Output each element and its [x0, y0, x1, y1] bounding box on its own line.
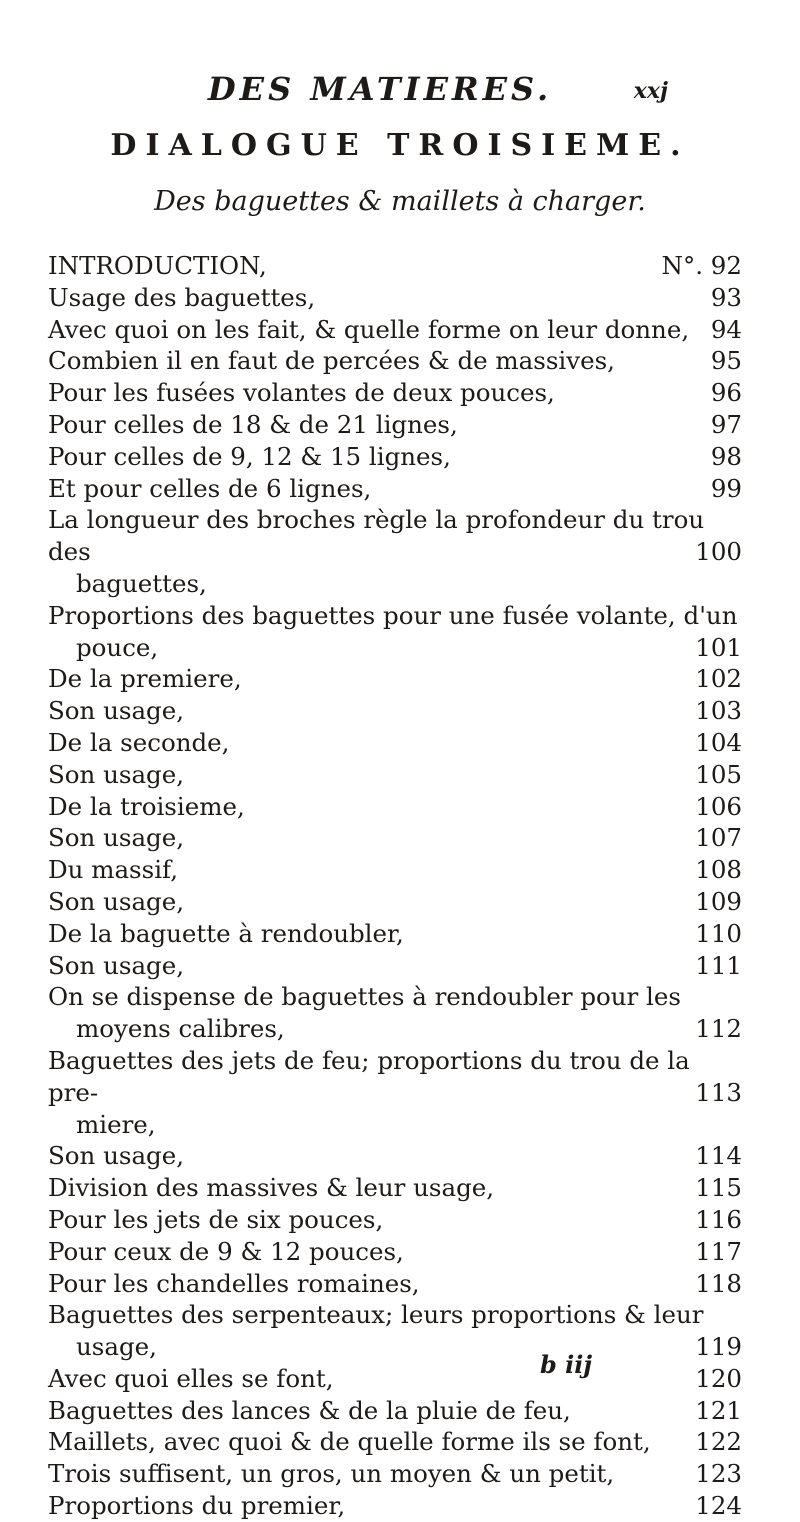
toc-entry-text: Avec quoi elles se font, — [48, 1363, 334, 1393]
toc-entry — [48, 504, 742, 599]
section-subtitle: Des baguettes & maillets à charger. — [154, 186, 646, 217]
toc-entry — [48, 600, 742, 664]
toc-entry-text: Pour les jets de six pouces, — [48, 1204, 384, 1234]
toc-entry-number: 107 — [695, 823, 742, 853]
toc-entry-number: 112 — [695, 1014, 742, 1044]
toc-entry-number: 94 — [710, 314, 742, 344]
toc-entry-number: 109 — [695, 886, 742, 916]
toc-entry — [48, 695, 742, 727]
toc-entry-text: Pour les chandelles romaines, — [48, 1268, 420, 1298]
toc-entry — [48, 950, 742, 982]
toc-entry — [48, 1268, 742, 1300]
toc-entry-text: Baguettes des lances & de la pluie de feu, — [48, 1395, 571, 1425]
toc-entry-text: Pour celles de 9, 12 & 15 lignes, — [48, 441, 451, 471]
toc-entry-number: 111 — [695, 950, 742, 980]
toc-entry-text: Son usage, — [48, 823, 185, 853]
toc-entry — [48, 1172, 742, 1204]
toc-entry-number: 106 — [695, 791, 742, 821]
toc-entry-text: Et pour celles de 6 lignes, — [48, 473, 372, 503]
toc-entry — [48, 1458, 742, 1490]
toc-entry-text: Du massif, — [48, 855, 179, 885]
toc-entry — [48, 250, 742, 282]
toc-entry-text: Proportions des baguettes pour une fusée volante, d'un — [48, 600, 738, 630]
toc-entry-text: Son usage, — [48, 950, 185, 980]
toc-entry — [48, 663, 742, 695]
running-head — [0, 70, 800, 110]
toc-entry-number: 99 — [710, 473, 742, 503]
toc-entry — [48, 409, 742, 441]
toc-entry-number: 97 — [710, 409, 742, 439]
toc-entry-text: INTRODUCTION, — [48, 251, 267, 280]
printer-signature: b iij — [540, 1350, 593, 1379]
toc-entry — [48, 441, 742, 473]
toc-entry — [48, 854, 742, 886]
toc-entry-text: De la troisieme, — [48, 791, 245, 821]
toc-entry-number: 122 — [695, 1427, 742, 1457]
toc-entry-number: 123 — [695, 1459, 742, 1489]
toc-entry-text: Pour les fusées volantes de deux pouces, — [48, 378, 555, 408]
toc-entry-text: Usage des baguettes, — [48, 282, 316, 312]
toc-entry — [48, 791, 742, 823]
toc-entry-text: Son usage, — [48, 886, 185, 916]
toc-entry — [48, 345, 742, 377]
toc-entry-continuation: miere, — [76, 1109, 156, 1139]
toc-entry — [48, 1395, 742, 1427]
toc-entry-continuation: moyens calibres, — [76, 1014, 285, 1044]
toc-entry-number: 115 — [695, 1173, 742, 1203]
toc-entry-number: 93 — [710, 282, 742, 312]
toc-entry-number: 116 — [695, 1204, 742, 1234]
page-number: xxj — [633, 78, 668, 104]
toc-entry — [48, 282, 742, 314]
toc-entry-text: De la seconde, — [48, 727, 230, 757]
toc-entry — [48, 1204, 742, 1236]
toc-entry — [48, 314, 742, 346]
toc-entry — [48, 377, 742, 409]
toc-entry — [48, 473, 742, 505]
toc-entry-number: 101 — [695, 632, 742, 662]
toc-entry-text: Trois suffisent, un gros, un moyen & un petit, — [48, 1459, 615, 1489]
toc-entry-number: 105 — [695, 759, 742, 789]
toc-entry-number: 104 — [695, 727, 742, 757]
toc-entry-number: 98 — [710, 441, 742, 471]
toc-entry-number: 100 — [695, 537, 742, 567]
toc-entry-text: Avec quoi on les fait, & quelle forme on leur donne, — [48, 314, 690, 344]
toc-entry — [48, 1140, 742, 1172]
toc-entry — [48, 1490, 742, 1522]
toc-entry-text: Son usage, — [48, 759, 185, 789]
toc-entry — [48, 1426, 742, 1458]
toc-entry-number: 96 — [710, 378, 742, 408]
table-of-contents — [48, 250, 742, 1522]
toc-entry-number: 121 — [695, 1395, 742, 1425]
toc-entry-text: La longueur des broches règle la profondeur du trou des — [48, 505, 705, 567]
toc-entry — [48, 886, 742, 918]
toc-entry-number: 103 — [695, 696, 742, 726]
toc-entry-continuation: pouce, — [76, 632, 159, 662]
toc-entry-number: 124 — [695, 1491, 742, 1521]
toc-entry-number: 114 — [695, 1141, 742, 1171]
toc-entry-continuation: usage, — [76, 1332, 157, 1362]
toc-entry — [48, 1236, 742, 1268]
toc-entry-text: De la baguette à rendoubler, — [48, 918, 404, 948]
toc-entry-text: Son usage, — [48, 696, 185, 726]
running-head-title: DES MATIERES. — [207, 70, 553, 108]
toc-entry — [48, 1299, 742, 1363]
toc-entry-number: 95 — [710, 346, 742, 376]
toc-entry-number: 120 — [695, 1363, 742, 1393]
toc-entry-text: Pour celles de 18 & de 21 lignes, — [48, 409, 458, 439]
toc-entry-text: Baguettes des serpenteaux; leurs proportions & leur — [48, 1300, 704, 1330]
toc-entry-text: On se dispense de baguettes à rendoubler pour les — [48, 982, 681, 1012]
toc-entry — [48, 727, 742, 759]
toc-entry-text: Pour ceux de 9 & 12 pouces, — [48, 1236, 404, 1266]
toc-entry — [48, 981, 742, 1045]
toc-entry-text: Baguettes des jets de feu; proportions du trou de la pre- — [48, 1045, 690, 1107]
toc-entry-number: 118 — [695, 1268, 742, 1298]
toc-entry-text: Proportions du premier, — [48, 1491, 346, 1521]
toc-entry-text: Combien il en faut de percées & de massives, — [48, 346, 615, 376]
toc-entry — [48, 822, 742, 854]
toc-entry-text: Son usage, — [48, 1141, 185, 1171]
toc-entry — [48, 1363, 742, 1395]
toc-entry-text: Maillets, avec quoi & de quelle forme ils se font, — [48, 1427, 651, 1457]
toc-entry-continuation: baguettes, — [76, 568, 207, 598]
toc-entry — [48, 918, 742, 950]
toc-entry — [48, 1045, 742, 1140]
section-title: DIALOGUE TROISIEME. — [110, 128, 690, 163]
toc-entry-number: 119 — [695, 1332, 742, 1362]
toc-entry-number: 102 — [695, 664, 742, 694]
toc-entry — [48, 759, 742, 791]
toc-entry-number: 108 — [695, 855, 742, 885]
toc-entry-text: Division des massives & leur usage, — [48, 1173, 495, 1203]
toc-entry-number: 113 — [695, 1077, 742, 1107]
toc-entry-text: De la premiere, — [48, 664, 242, 694]
toc-entry-number: 110 — [695, 918, 742, 948]
toc-entry-number: N°. 92 — [661, 251, 742, 280]
toc-entry-number: 117 — [695, 1236, 742, 1266]
